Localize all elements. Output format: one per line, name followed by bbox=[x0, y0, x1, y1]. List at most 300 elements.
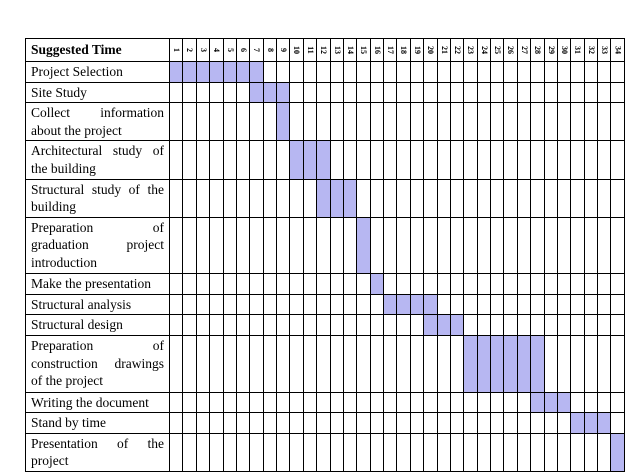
schedule-empty-cell bbox=[330, 274, 343, 295]
schedule-empty-cell bbox=[504, 315, 517, 336]
schedule-empty-cell bbox=[584, 179, 597, 217]
week-header-15 bbox=[357, 39, 370, 62]
schedule-empty-cell bbox=[183, 392, 196, 413]
week-number: 25 bbox=[493, 46, 503, 54]
task-row bbox=[26, 217, 625, 274]
schedule-empty-cell bbox=[437, 274, 450, 295]
schedule-bar-cell bbox=[584, 413, 597, 434]
schedule-bar-cell bbox=[183, 62, 196, 83]
schedule-empty-cell bbox=[277, 294, 290, 315]
week-header-12 bbox=[317, 39, 330, 62]
schedule-empty-cell bbox=[544, 103, 557, 141]
week-number: 33 bbox=[600, 46, 610, 54]
schedule-empty-cell bbox=[384, 433, 397, 471]
schedule-empty-cell bbox=[598, 179, 611, 217]
schedule-empty-cell bbox=[223, 274, 236, 295]
schedule-empty-cell bbox=[290, 336, 303, 393]
schedule-empty-cell bbox=[290, 62, 303, 83]
schedule-empty-cell bbox=[504, 433, 517, 471]
schedule-empty-cell bbox=[223, 141, 236, 179]
schedule-bar-cell bbox=[598, 413, 611, 434]
week-header-34 bbox=[611, 39, 625, 62]
schedule-empty-cell bbox=[410, 433, 423, 471]
task-label: Site Study bbox=[26, 82, 170, 103]
schedule-empty-cell bbox=[571, 392, 584, 413]
schedule-empty-cell bbox=[317, 433, 330, 471]
schedule-empty-cell bbox=[303, 217, 316, 274]
schedule-empty-cell bbox=[517, 62, 530, 83]
schedule-empty-cell bbox=[450, 274, 463, 295]
schedule-bar-cell bbox=[424, 315, 437, 336]
week-number: 19 bbox=[412, 46, 422, 54]
schedule-bar-cell bbox=[571, 413, 584, 434]
schedule-empty-cell bbox=[424, 82, 437, 103]
suggested-time-header: Suggested Time bbox=[26, 39, 170, 62]
schedule-empty-cell bbox=[464, 315, 477, 336]
schedule-bar-cell bbox=[357, 217, 370, 274]
schedule-bar-cell bbox=[223, 62, 236, 83]
schedule-bar-cell bbox=[531, 392, 544, 413]
schedule-empty-cell bbox=[464, 217, 477, 274]
schedule-empty-cell bbox=[437, 413, 450, 434]
week-number: 20 bbox=[426, 46, 436, 54]
schedule-empty-cell bbox=[397, 82, 410, 103]
week-number: 3 bbox=[198, 48, 208, 52]
schedule-empty-cell bbox=[571, 336, 584, 393]
schedule-empty-cell bbox=[196, 315, 209, 336]
schedule-bar-cell bbox=[464, 336, 477, 393]
schedule-empty-cell bbox=[504, 82, 517, 103]
week-number: 29 bbox=[546, 46, 556, 54]
schedule-empty-cell bbox=[330, 433, 343, 471]
schedule-empty-cell bbox=[236, 103, 249, 141]
schedule-empty-cell bbox=[210, 336, 223, 393]
schedule-bar-cell bbox=[370, 274, 383, 295]
schedule-empty-cell bbox=[424, 62, 437, 83]
week-number: 2 bbox=[185, 48, 195, 52]
schedule-empty-cell bbox=[531, 141, 544, 179]
schedule-empty-cell bbox=[464, 62, 477, 83]
schedule-empty-cell bbox=[410, 336, 423, 393]
schedule-empty-cell bbox=[517, 315, 530, 336]
week-number: 6 bbox=[239, 48, 249, 52]
schedule-empty-cell bbox=[571, 179, 584, 217]
schedule-empty-cell bbox=[196, 413, 209, 434]
schedule-empty-cell bbox=[571, 141, 584, 179]
week-number: 22 bbox=[453, 46, 463, 54]
schedule-empty-cell bbox=[477, 392, 490, 413]
schedule-empty-cell bbox=[250, 141, 263, 179]
schedule-bar-cell bbox=[450, 315, 463, 336]
schedule-empty-cell bbox=[183, 82, 196, 103]
schedule-bar-cell bbox=[491, 336, 504, 393]
schedule-empty-cell bbox=[277, 413, 290, 434]
week-header-32 bbox=[584, 39, 597, 62]
week-header-26 bbox=[504, 39, 517, 62]
schedule-empty-cell bbox=[424, 217, 437, 274]
schedule-empty-cell bbox=[504, 62, 517, 83]
schedule-empty-cell bbox=[343, 217, 356, 274]
task-row bbox=[26, 62, 625, 83]
schedule-empty-cell bbox=[598, 103, 611, 141]
schedule-empty-cell bbox=[357, 413, 370, 434]
schedule-empty-cell bbox=[357, 103, 370, 141]
schedule-empty-cell bbox=[196, 294, 209, 315]
schedule-empty-cell bbox=[370, 82, 383, 103]
schedule-empty-cell bbox=[410, 274, 423, 295]
schedule-empty-cell bbox=[410, 217, 423, 274]
schedule-empty-cell bbox=[330, 82, 343, 103]
task-label: Make the presentation bbox=[26, 274, 170, 295]
schedule-empty-cell bbox=[450, 82, 463, 103]
schedule-empty-cell bbox=[584, 217, 597, 274]
schedule-empty-cell bbox=[410, 82, 423, 103]
schedule-empty-cell bbox=[410, 413, 423, 434]
schedule-empty-cell bbox=[424, 433, 437, 471]
task-row bbox=[26, 433, 625, 471]
schedule-empty-cell bbox=[183, 141, 196, 179]
schedule-empty-cell bbox=[357, 392, 370, 413]
task-label: Architectural study of the building bbox=[26, 141, 170, 179]
schedule-empty-cell bbox=[357, 141, 370, 179]
week-number: 30 bbox=[560, 46, 570, 54]
schedule-empty-cell bbox=[491, 413, 504, 434]
schedule-empty-cell bbox=[317, 336, 330, 393]
schedule-empty-cell bbox=[223, 217, 236, 274]
schedule-empty-cell bbox=[223, 103, 236, 141]
schedule-empty-cell bbox=[611, 315, 625, 336]
schedule-empty-cell bbox=[450, 413, 463, 434]
schedule-empty-cell bbox=[210, 274, 223, 295]
schedule-empty-cell bbox=[223, 315, 236, 336]
task-label: Preparation of graduation project introduction bbox=[26, 217, 170, 274]
schedule-empty-cell bbox=[183, 103, 196, 141]
schedule-bar-cell bbox=[611, 433, 625, 471]
schedule-empty-cell bbox=[397, 62, 410, 83]
schedule-empty-cell bbox=[250, 179, 263, 217]
schedule-empty-cell bbox=[223, 413, 236, 434]
schedule-empty-cell bbox=[410, 62, 423, 83]
schedule-empty-cell bbox=[437, 179, 450, 217]
schedule-empty-cell bbox=[504, 413, 517, 434]
schedule-empty-cell bbox=[277, 336, 290, 393]
schedule-empty-cell bbox=[170, 179, 183, 217]
schedule-empty-cell bbox=[598, 336, 611, 393]
schedule-empty-cell bbox=[517, 392, 530, 413]
schedule-empty-cell bbox=[183, 179, 196, 217]
task-label: Structural study of the building bbox=[26, 179, 170, 217]
task-row bbox=[26, 413, 625, 434]
schedule-empty-cell bbox=[571, 62, 584, 83]
schedule-empty-cell bbox=[544, 294, 557, 315]
schedule-empty-cell bbox=[504, 141, 517, 179]
schedule-empty-cell bbox=[584, 103, 597, 141]
schedule-empty-cell bbox=[584, 392, 597, 413]
schedule-empty-cell bbox=[464, 179, 477, 217]
week-number: 10 bbox=[292, 46, 302, 54]
schedule-empty-cell bbox=[277, 433, 290, 471]
schedule-empty-cell bbox=[424, 413, 437, 434]
week-header-8 bbox=[263, 39, 276, 62]
schedule-empty-cell bbox=[170, 294, 183, 315]
schedule-empty-cell bbox=[357, 433, 370, 471]
schedule-bar-cell bbox=[557, 392, 570, 413]
schedule-empty-cell bbox=[317, 294, 330, 315]
schedule-empty-cell bbox=[357, 315, 370, 336]
schedule-empty-cell bbox=[397, 392, 410, 413]
task-row bbox=[26, 315, 625, 336]
schedule-bar-cell bbox=[343, 179, 356, 217]
schedule-empty-cell bbox=[170, 315, 183, 336]
schedule-empty-cell bbox=[384, 315, 397, 336]
schedule-empty-cell bbox=[397, 179, 410, 217]
schedule-empty-cell bbox=[397, 103, 410, 141]
schedule-empty-cell bbox=[170, 413, 183, 434]
schedule-empty-cell bbox=[611, 413, 625, 434]
task-label: Writing the document bbox=[26, 392, 170, 413]
week-header-7 bbox=[250, 39, 263, 62]
schedule-empty-cell bbox=[370, 179, 383, 217]
schedule-empty-cell bbox=[611, 392, 625, 413]
week-header-30 bbox=[557, 39, 570, 62]
schedule-empty-cell bbox=[210, 82, 223, 103]
schedule-empty-cell bbox=[343, 62, 356, 83]
schedule-empty-cell bbox=[517, 179, 530, 217]
schedule-empty-cell bbox=[450, 392, 463, 413]
schedule-empty-cell bbox=[196, 274, 209, 295]
schedule-bar-cell bbox=[210, 62, 223, 83]
schedule-empty-cell bbox=[303, 103, 316, 141]
schedule-empty-cell bbox=[531, 217, 544, 274]
schedule-empty-cell bbox=[303, 315, 316, 336]
week-header-5 bbox=[223, 39, 236, 62]
schedule-empty-cell bbox=[303, 82, 316, 103]
schedule-empty-cell bbox=[290, 413, 303, 434]
week-header-19 bbox=[410, 39, 423, 62]
week-number: 14 bbox=[346, 46, 356, 54]
schedule-empty-cell bbox=[424, 179, 437, 217]
schedule-empty-cell bbox=[170, 141, 183, 179]
schedule-empty-cell bbox=[491, 315, 504, 336]
schedule-empty-cell bbox=[183, 315, 196, 336]
schedule-empty-cell bbox=[263, 392, 276, 413]
week-header-row bbox=[26, 39, 625, 62]
schedule-empty-cell bbox=[277, 274, 290, 295]
schedule-empty-cell bbox=[357, 336, 370, 393]
schedule-empty-cell bbox=[571, 217, 584, 274]
schedule-empty-cell bbox=[170, 217, 183, 274]
schedule-bar-cell bbox=[290, 141, 303, 179]
schedule-empty-cell bbox=[450, 217, 463, 274]
week-header-29 bbox=[544, 39, 557, 62]
schedule-empty-cell bbox=[263, 294, 276, 315]
schedule-empty-cell bbox=[330, 413, 343, 434]
schedule-empty-cell bbox=[250, 392, 263, 413]
schedule-empty-cell bbox=[303, 413, 316, 434]
schedule-empty-cell bbox=[477, 413, 490, 434]
task-label: Presentation of the project bbox=[26, 433, 170, 471]
schedule-empty-cell bbox=[531, 179, 544, 217]
schedule-empty-cell bbox=[330, 336, 343, 393]
week-number: 4 bbox=[212, 48, 222, 52]
schedule-bar-cell bbox=[250, 62, 263, 83]
schedule-empty-cell bbox=[491, 294, 504, 315]
schedule-empty-cell bbox=[397, 217, 410, 274]
schedule-empty-cell bbox=[357, 274, 370, 295]
schedule-empty-cell bbox=[223, 336, 236, 393]
schedule-empty-cell bbox=[424, 392, 437, 413]
schedule-empty-cell bbox=[384, 82, 397, 103]
week-header-14 bbox=[343, 39, 356, 62]
schedule-empty-cell bbox=[250, 217, 263, 274]
schedule-empty-cell bbox=[584, 62, 597, 83]
schedule-empty-cell bbox=[477, 217, 490, 274]
schedule-empty-cell bbox=[210, 392, 223, 413]
week-number: 9 bbox=[279, 48, 289, 52]
schedule-empty-cell bbox=[250, 433, 263, 471]
schedule-empty-cell bbox=[397, 274, 410, 295]
week-number: 32 bbox=[586, 46, 596, 54]
schedule-empty-cell bbox=[303, 294, 316, 315]
week-number: 17 bbox=[386, 46, 396, 54]
schedule-empty-cell bbox=[210, 179, 223, 217]
schedule-empty-cell bbox=[263, 179, 276, 217]
schedule-empty-cell bbox=[330, 315, 343, 336]
task-row bbox=[26, 274, 625, 295]
schedule-empty-cell bbox=[196, 179, 209, 217]
week-header-1 bbox=[170, 39, 183, 62]
schedule-bar-cell bbox=[504, 336, 517, 393]
schedule-empty-cell bbox=[477, 315, 490, 336]
schedule-empty-cell bbox=[290, 82, 303, 103]
schedule-bar-cell bbox=[317, 179, 330, 217]
schedule-empty-cell bbox=[598, 433, 611, 471]
schedule-empty-cell bbox=[343, 392, 356, 413]
schedule-empty-cell bbox=[343, 103, 356, 141]
schedule-empty-cell bbox=[370, 103, 383, 141]
schedule-empty-cell bbox=[491, 141, 504, 179]
schedule-empty-cell bbox=[357, 179, 370, 217]
schedule-bar-cell bbox=[330, 179, 343, 217]
week-header-18 bbox=[397, 39, 410, 62]
schedule-empty-cell bbox=[491, 103, 504, 141]
schedule-empty-cell bbox=[397, 315, 410, 336]
schedule-empty-cell bbox=[290, 103, 303, 141]
schedule-empty-cell bbox=[277, 392, 290, 413]
schedule-empty-cell bbox=[437, 103, 450, 141]
schedule-empty-cell bbox=[491, 82, 504, 103]
week-number: 12 bbox=[319, 46, 329, 54]
schedule-empty-cell bbox=[450, 62, 463, 83]
schedule-bar-cell bbox=[263, 82, 276, 103]
schedule-empty-cell bbox=[370, 315, 383, 336]
week-header-16 bbox=[370, 39, 383, 62]
schedule-empty-cell bbox=[517, 103, 530, 141]
task-row bbox=[26, 294, 625, 315]
task-row bbox=[26, 103, 625, 141]
schedule-empty-cell bbox=[611, 336, 625, 393]
schedule-empty-cell bbox=[557, 103, 570, 141]
schedule-empty-cell bbox=[343, 294, 356, 315]
schedule-empty-cell bbox=[517, 413, 530, 434]
schedule-empty-cell bbox=[170, 336, 183, 393]
schedule-empty-cell bbox=[491, 274, 504, 295]
schedule-empty-cell bbox=[531, 82, 544, 103]
schedule-empty-cell bbox=[397, 413, 410, 434]
schedule-empty-cell bbox=[491, 433, 504, 471]
week-number: 23 bbox=[466, 46, 476, 54]
week-number: 24 bbox=[479, 46, 489, 54]
task-row bbox=[26, 141, 625, 179]
schedule-empty-cell bbox=[330, 103, 343, 141]
schedule-empty-cell bbox=[611, 62, 625, 83]
schedule-empty-cell bbox=[397, 433, 410, 471]
schedule-empty-cell bbox=[584, 141, 597, 179]
schedule-empty-cell bbox=[357, 82, 370, 103]
week-number: 31 bbox=[573, 46, 583, 54]
schedule-empty-cell bbox=[504, 392, 517, 413]
schedule-empty-cell bbox=[250, 315, 263, 336]
schedule-empty-cell bbox=[571, 294, 584, 315]
schedule-empty-cell bbox=[170, 392, 183, 413]
schedule-empty-cell bbox=[491, 179, 504, 217]
week-number: 8 bbox=[265, 48, 275, 52]
schedule-empty-cell bbox=[464, 413, 477, 434]
schedule-empty-cell bbox=[370, 217, 383, 274]
schedule-empty-cell bbox=[531, 433, 544, 471]
week-number: 13 bbox=[332, 46, 342, 54]
schedule-empty-cell bbox=[236, 274, 249, 295]
schedule-empty-cell bbox=[236, 141, 249, 179]
schedule-bar-cell bbox=[410, 294, 423, 315]
schedule-empty-cell bbox=[263, 217, 276, 274]
schedule-empty-cell bbox=[557, 294, 570, 315]
schedule-empty-cell bbox=[263, 274, 276, 295]
schedule-empty-cell bbox=[250, 413, 263, 434]
schedule-empty-cell bbox=[437, 392, 450, 413]
schedule-empty-cell bbox=[210, 217, 223, 274]
schedule-empty-cell bbox=[303, 336, 316, 393]
schedule-bar-cell bbox=[517, 336, 530, 393]
schedule-empty-cell bbox=[236, 217, 249, 274]
schedule-empty-cell bbox=[183, 336, 196, 393]
schedule-empty-cell bbox=[584, 294, 597, 315]
schedule-empty-cell bbox=[437, 294, 450, 315]
schedule-empty-cell bbox=[477, 103, 490, 141]
schedule-empty-cell bbox=[464, 141, 477, 179]
week-header-22 bbox=[450, 39, 463, 62]
schedule-empty-cell bbox=[236, 179, 249, 217]
schedule-empty-cell bbox=[611, 82, 625, 103]
schedule-empty-cell bbox=[584, 336, 597, 393]
task-row bbox=[26, 82, 625, 103]
schedule-empty-cell bbox=[611, 274, 625, 295]
schedule-empty-cell bbox=[196, 141, 209, 179]
schedule-empty-cell bbox=[477, 294, 490, 315]
schedule-empty-cell bbox=[277, 179, 290, 217]
schedule-empty-cell bbox=[236, 336, 249, 393]
schedule-empty-cell bbox=[424, 103, 437, 141]
schedule-empty-cell bbox=[531, 413, 544, 434]
schedule-empty-cell bbox=[223, 179, 236, 217]
week-number: 21 bbox=[439, 46, 449, 54]
schedule-empty-cell bbox=[183, 217, 196, 274]
schedule-empty-cell bbox=[491, 392, 504, 413]
week-number: 5 bbox=[225, 48, 235, 52]
schedule-empty-cell bbox=[277, 315, 290, 336]
week-header-4 bbox=[210, 39, 223, 62]
schedule-empty-cell bbox=[170, 82, 183, 103]
